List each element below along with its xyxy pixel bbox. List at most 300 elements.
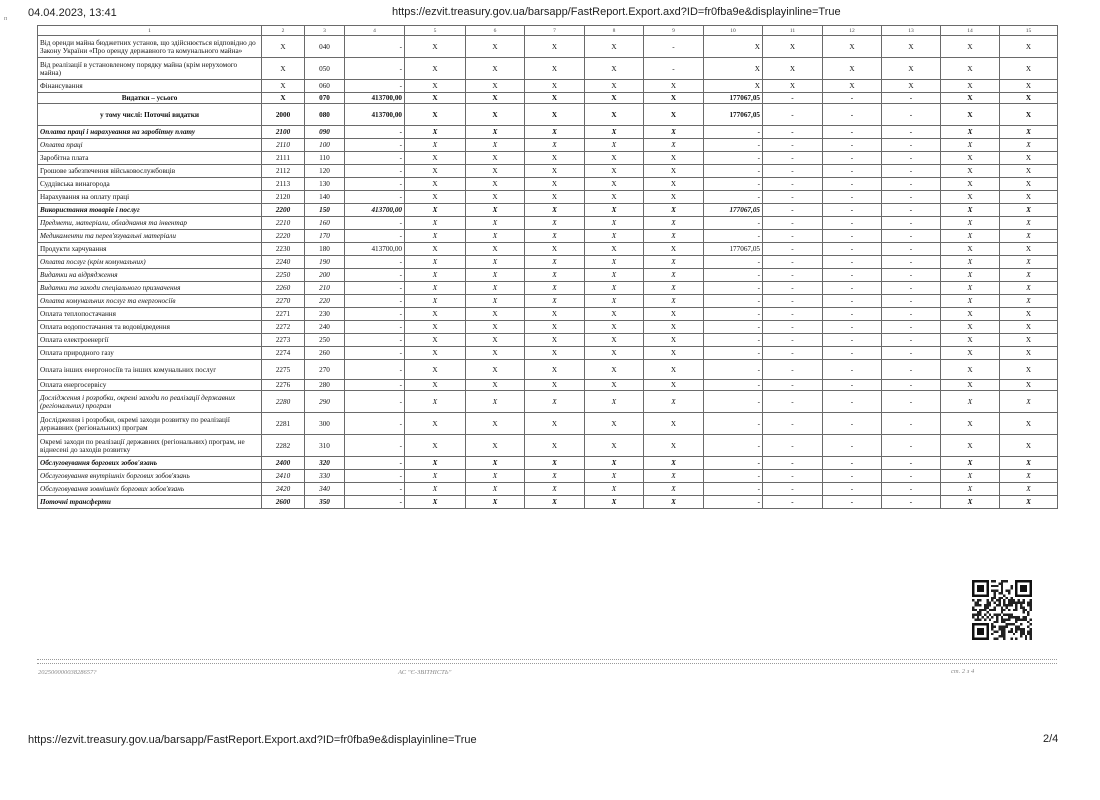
table-cell: - bbox=[763, 217, 823, 230]
table-cell: - bbox=[882, 457, 941, 470]
kekv-code: 2112 bbox=[262, 165, 305, 178]
table-cell: X bbox=[1000, 295, 1058, 308]
row-label: Використання товарів і послуг bbox=[38, 204, 262, 217]
table-row bbox=[38, 360, 1058, 380]
table-row bbox=[38, 483, 1058, 496]
table-cell: X bbox=[405, 104, 466, 126]
table-cell: X bbox=[704, 36, 763, 58]
table-cell: - bbox=[823, 496, 882, 509]
table-cell: - bbox=[704, 217, 763, 230]
table-cell: X bbox=[1000, 152, 1058, 165]
row-label: Обслуговування зовнішніх боргових зобов'язань bbox=[38, 483, 262, 496]
table-row bbox=[38, 80, 1058, 93]
table-cell: X bbox=[1000, 93, 1058, 104]
table-cell: - bbox=[823, 204, 882, 217]
table-cell: - bbox=[882, 152, 941, 165]
table-row bbox=[38, 126, 1058, 139]
table-cell: X bbox=[941, 165, 1000, 178]
table-cell: X bbox=[644, 126, 704, 139]
table-cell: X bbox=[525, 360, 585, 380]
table-cell: X bbox=[763, 80, 823, 93]
row-code: 050 bbox=[305, 58, 345, 80]
column-number: 12 bbox=[823, 26, 882, 36]
table-cell: X bbox=[585, 483, 644, 496]
table-cell: - bbox=[763, 391, 823, 413]
table-row bbox=[38, 204, 1058, 217]
table-row bbox=[38, 496, 1058, 509]
qr-code-icon bbox=[972, 580, 1032, 640]
table-cell: 413700,00 bbox=[345, 104, 405, 126]
table-cell: X bbox=[405, 308, 466, 321]
table-cell: - bbox=[704, 178, 763, 191]
kekv-code: X bbox=[262, 58, 305, 80]
row-label: у тому числі: Поточні видатки bbox=[38, 104, 262, 126]
table-cell: - bbox=[345, 413, 405, 435]
table-cell: - bbox=[882, 243, 941, 256]
table-cell: X bbox=[1000, 483, 1058, 496]
table-row bbox=[38, 217, 1058, 230]
table-cell: X bbox=[466, 295, 525, 308]
table-cell: - bbox=[823, 178, 882, 191]
table-cell: X bbox=[644, 230, 704, 243]
table-cell: X bbox=[405, 413, 466, 435]
table-row bbox=[38, 36, 1058, 58]
table-cell: X bbox=[525, 165, 585, 178]
table-cell: - bbox=[763, 178, 823, 191]
kekv-code: 2260 bbox=[262, 282, 305, 295]
table-cell: X bbox=[585, 321, 644, 334]
table-cell: X bbox=[1000, 321, 1058, 334]
table-cell: X bbox=[466, 178, 525, 191]
table-cell: - bbox=[882, 496, 941, 509]
table-cell: X bbox=[525, 178, 585, 191]
table-row bbox=[38, 230, 1058, 243]
table-cell: - bbox=[882, 308, 941, 321]
print-datetime: 04.04.2023, 13:41 bbox=[28, 7, 117, 19]
table-cell: X bbox=[525, 80, 585, 93]
table-cell: X bbox=[1000, 347, 1058, 360]
table-cell: - bbox=[763, 470, 823, 483]
table-cell: - bbox=[763, 380, 823, 391]
column-number: 15 bbox=[1000, 26, 1058, 36]
table-cell: - bbox=[763, 413, 823, 435]
row-code: 340 bbox=[305, 483, 345, 496]
table-cell: X bbox=[405, 191, 466, 204]
row-code: 080 bbox=[305, 104, 345, 126]
table-row bbox=[38, 391, 1058, 413]
row-code: 310 bbox=[305, 435, 345, 457]
table-cell: - bbox=[823, 347, 882, 360]
table-cell: X bbox=[525, 152, 585, 165]
kekv-code: 2120 bbox=[262, 191, 305, 204]
table-cell: - bbox=[763, 126, 823, 139]
table-cell: - bbox=[882, 347, 941, 360]
kekv-code: 2000 bbox=[262, 104, 305, 126]
table-cell: - bbox=[345, 435, 405, 457]
column-number: 13 bbox=[882, 26, 941, 36]
bottom-page-number: 2/4 bbox=[1043, 733, 1059, 745]
table-cell: - bbox=[763, 93, 823, 104]
table-cell: X bbox=[466, 347, 525, 360]
table-cell: X bbox=[644, 152, 704, 165]
row-label: Видатки на відрядження bbox=[38, 269, 262, 282]
table-cell: - bbox=[882, 321, 941, 334]
table-cell: X bbox=[466, 413, 525, 435]
table-cell: - bbox=[763, 483, 823, 496]
table-cell: - bbox=[763, 496, 823, 509]
table-cell: X bbox=[525, 321, 585, 334]
table-cell: - bbox=[763, 139, 823, 152]
table-cell: X bbox=[585, 80, 644, 93]
table-cell: - bbox=[882, 230, 941, 243]
table-cell: - bbox=[882, 204, 941, 217]
table-cell: - bbox=[882, 483, 941, 496]
table-cell: X bbox=[585, 178, 644, 191]
table-cell: X bbox=[941, 457, 1000, 470]
kekv-code: X bbox=[262, 36, 305, 58]
table-cell: - bbox=[882, 178, 941, 191]
row-label: Фінансування bbox=[38, 80, 262, 93]
table-cell: X bbox=[585, 269, 644, 282]
table-cell: X bbox=[585, 36, 644, 58]
table-cell: X bbox=[941, 230, 1000, 243]
table-cell: X bbox=[644, 204, 704, 217]
kekv-code: 2210 bbox=[262, 217, 305, 230]
table-cell: - bbox=[704, 269, 763, 282]
table-row bbox=[38, 104, 1058, 126]
table-cell: - bbox=[345, 165, 405, 178]
table-cell: X bbox=[405, 321, 466, 334]
table-cell: X bbox=[644, 178, 704, 191]
table-cell: X bbox=[1000, 36, 1058, 58]
kekv-code: 2274 bbox=[262, 347, 305, 360]
table-cell: X bbox=[525, 139, 585, 152]
table-row bbox=[38, 321, 1058, 334]
table-cell: X bbox=[466, 308, 525, 321]
table-cell: X bbox=[585, 230, 644, 243]
row-code: 300 bbox=[305, 413, 345, 435]
table-cell: X bbox=[525, 58, 585, 80]
table-cell: X bbox=[466, 139, 525, 152]
table-cell: - bbox=[704, 321, 763, 334]
table-cell: X bbox=[405, 126, 466, 139]
table-cell: X bbox=[644, 347, 704, 360]
row-code: 270 bbox=[305, 360, 345, 380]
table-row bbox=[38, 243, 1058, 256]
table-cell: - bbox=[704, 496, 763, 509]
row-code: 220 bbox=[305, 295, 345, 308]
table-cell: - bbox=[644, 58, 704, 80]
table-cell: - bbox=[763, 435, 823, 457]
table-cell: - bbox=[704, 230, 763, 243]
table-cell: X bbox=[466, 152, 525, 165]
table-cell: X bbox=[644, 321, 704, 334]
table-cell: - bbox=[345, 496, 405, 509]
table-cell: - bbox=[882, 165, 941, 178]
table-cell: X bbox=[405, 496, 466, 509]
table-cell: X bbox=[1000, 256, 1058, 269]
table-cell: - bbox=[345, 391, 405, 413]
row-label: Від реалізації в установленому порядку майна (крім нерухомого майна) bbox=[38, 58, 262, 80]
table-cell: X bbox=[405, 457, 466, 470]
table-cell: X bbox=[941, 347, 1000, 360]
kekv-code: 2230 bbox=[262, 243, 305, 256]
table-cell: - bbox=[823, 191, 882, 204]
table-cell: - bbox=[704, 470, 763, 483]
table-cell: X bbox=[1000, 139, 1058, 152]
table-row bbox=[38, 139, 1058, 152]
table-cell: X bbox=[941, 152, 1000, 165]
table-row bbox=[38, 256, 1058, 269]
table-cell: X bbox=[585, 496, 644, 509]
table-cell: X bbox=[405, 139, 466, 152]
kekv-code: 2100 bbox=[262, 126, 305, 139]
print-url: https://ezvit.treasury.gov.ua/barsapp/FastReport.Export.axd?ID=fr0fba9e&displayinline=True bbox=[392, 6, 841, 18]
table-cell: - bbox=[704, 413, 763, 435]
row-code: 120 bbox=[305, 165, 345, 178]
table-cell: X bbox=[585, 126, 644, 139]
table-row bbox=[38, 58, 1058, 80]
table-cell: X bbox=[525, 256, 585, 269]
table-cell: X bbox=[466, 457, 525, 470]
table-cell: X bbox=[941, 282, 1000, 295]
table-cell: - bbox=[763, 204, 823, 217]
table-cell: - bbox=[882, 191, 941, 204]
table-cell: X bbox=[941, 256, 1000, 269]
table-cell: - bbox=[823, 457, 882, 470]
row-code: 060 bbox=[305, 80, 345, 93]
table-cell: X bbox=[823, 58, 882, 80]
table-cell: X bbox=[466, 435, 525, 457]
table-cell: X bbox=[466, 496, 525, 509]
table-cell: X bbox=[941, 483, 1000, 496]
table-cell: - bbox=[704, 380, 763, 391]
table-cell: X bbox=[466, 483, 525, 496]
kekv-code: 2410 bbox=[262, 470, 305, 483]
table-cell: - bbox=[345, 139, 405, 152]
row-label: Продукти харчування bbox=[38, 243, 262, 256]
table-cell: X bbox=[763, 36, 823, 58]
table-cell: X bbox=[585, 347, 644, 360]
table-cell: 177067,05 bbox=[704, 243, 763, 256]
table-cell: X bbox=[466, 126, 525, 139]
table-cell: - bbox=[704, 256, 763, 269]
table-cell: X bbox=[941, 413, 1000, 435]
table-row bbox=[38, 295, 1058, 308]
table-cell: X bbox=[644, 295, 704, 308]
table-cell: X bbox=[1000, 217, 1058, 230]
row-code: 190 bbox=[305, 256, 345, 269]
kekv-code: 2113 bbox=[262, 178, 305, 191]
table-cell: - bbox=[704, 435, 763, 457]
table-row bbox=[38, 435, 1058, 457]
table-cell: - bbox=[763, 256, 823, 269]
kekv-code: X bbox=[262, 93, 305, 104]
table-cell: - bbox=[823, 413, 882, 435]
table-cell: X bbox=[585, 256, 644, 269]
table-cell: X bbox=[941, 93, 1000, 104]
table-cell: - bbox=[345, 457, 405, 470]
table-cell: X bbox=[525, 204, 585, 217]
kekv-code: 2110 bbox=[262, 139, 305, 152]
bottom-url: https://ezvit.treasury.gov.ua/barsapp/FastReport.Export.axd?ID=fr0fba9e&displayinline=True bbox=[28, 734, 477, 746]
row-label: Оплата праці і нарахування на заробітну плату bbox=[38, 126, 262, 139]
table-cell: X bbox=[466, 470, 525, 483]
table-cell: X bbox=[644, 360, 704, 380]
table-cell: X bbox=[941, 308, 1000, 321]
table-cell: X bbox=[525, 457, 585, 470]
table-cell: X bbox=[644, 165, 704, 178]
table-row bbox=[38, 152, 1058, 165]
table-cell: X bbox=[1000, 104, 1058, 126]
table-cell: - bbox=[823, 139, 882, 152]
table-cell: X bbox=[466, 165, 525, 178]
page-of: ст. 2 з 4 bbox=[951, 668, 975, 675]
table-cell: X bbox=[466, 36, 525, 58]
kekv-code: 2400 bbox=[262, 457, 305, 470]
table-cell: 413700,00 bbox=[345, 93, 405, 104]
table-cell: X bbox=[466, 334, 525, 347]
table-cell: X bbox=[405, 295, 466, 308]
table-cell: - bbox=[763, 360, 823, 380]
row-label: Оплата інших енергоносіїв та інших комунальних послуг bbox=[38, 360, 262, 380]
table-cell: X bbox=[405, 380, 466, 391]
table-cell: X bbox=[644, 391, 704, 413]
table-cell: X bbox=[823, 80, 882, 93]
table-cell: - bbox=[763, 457, 823, 470]
table-cell: X bbox=[1000, 126, 1058, 139]
table-cell: - bbox=[823, 104, 882, 126]
table-cell: X bbox=[644, 483, 704, 496]
table-cell: - bbox=[704, 126, 763, 139]
kekv-code: 2220 bbox=[262, 230, 305, 243]
table-cell: - bbox=[763, 282, 823, 295]
table-cell: X bbox=[466, 380, 525, 391]
table-cell: X bbox=[644, 93, 704, 104]
table-cell: X bbox=[585, 217, 644, 230]
row-label: Оплата енергосервісу bbox=[38, 380, 262, 391]
table-cell: - bbox=[763, 295, 823, 308]
table-row bbox=[38, 334, 1058, 347]
table-cell: X bbox=[525, 269, 585, 282]
table-cell: X bbox=[941, 191, 1000, 204]
table-cell: - bbox=[823, 230, 882, 243]
table-cell: 177067,05 bbox=[704, 204, 763, 217]
row-code: 160 bbox=[305, 217, 345, 230]
row-label: Видатки та заходи спеціального призначення bbox=[38, 282, 262, 295]
table-cell: X bbox=[466, 204, 525, 217]
table-cell: - bbox=[763, 104, 823, 126]
table-cell: X bbox=[585, 165, 644, 178]
table-cell: - bbox=[345, 282, 405, 295]
table-row bbox=[38, 178, 1058, 191]
table-cell: - bbox=[882, 295, 941, 308]
table-cell: X bbox=[405, 256, 466, 269]
table-cell: 413700,00 bbox=[345, 204, 405, 217]
table-cell: - bbox=[763, 308, 823, 321]
table-cell: - bbox=[882, 470, 941, 483]
row-code: 260 bbox=[305, 347, 345, 360]
row-code: 090 bbox=[305, 126, 345, 139]
table-row bbox=[38, 165, 1058, 178]
row-label: Заробітна плата bbox=[38, 152, 262, 165]
table-cell: X bbox=[1000, 230, 1058, 243]
row-label: Грошове забезпечення військовослужбовців bbox=[38, 165, 262, 178]
row-code: 170 bbox=[305, 230, 345, 243]
row-label: Оплата природного газу bbox=[38, 347, 262, 360]
table-cell: X bbox=[941, 126, 1000, 139]
table-cell: X bbox=[1000, 178, 1058, 191]
column-number: 10 bbox=[704, 26, 763, 36]
table-cell: X bbox=[585, 139, 644, 152]
table-cell: - bbox=[345, 217, 405, 230]
table-cell: X bbox=[525, 243, 585, 256]
table-cell: - bbox=[763, 191, 823, 204]
table-cell: - bbox=[345, 321, 405, 334]
row-code: 230 bbox=[305, 308, 345, 321]
report-table-body bbox=[38, 26, 1058, 509]
row-label: Предмети, матеріали, обладнання та інвентар bbox=[38, 217, 262, 230]
table-cell: - bbox=[882, 391, 941, 413]
table-cell: X bbox=[405, 58, 466, 80]
table-cell: - bbox=[823, 269, 882, 282]
footer-separator bbox=[37, 659, 1057, 664]
table-cell: X bbox=[644, 282, 704, 295]
table-cell: X bbox=[644, 380, 704, 391]
table-row bbox=[38, 93, 1058, 104]
table-cell: X bbox=[1000, 391, 1058, 413]
table-cell: - bbox=[345, 80, 405, 93]
kekv-code: 2281 bbox=[262, 413, 305, 435]
table-cell: X bbox=[525, 496, 585, 509]
table-cell: X bbox=[1000, 58, 1058, 80]
table-cell: - bbox=[345, 126, 405, 139]
table-cell: X bbox=[941, 217, 1000, 230]
row-label: Дослідження і розробки, окремі заходи розвитку по реалізації державних (регіональних) програм bbox=[38, 413, 262, 435]
row-code: 100 bbox=[305, 139, 345, 152]
row-code: 330 bbox=[305, 470, 345, 483]
table-cell: X bbox=[644, 191, 704, 204]
table-cell: - bbox=[882, 126, 941, 139]
table-cell: X bbox=[1000, 470, 1058, 483]
row-label: Від оренди майна бюджетних установ, що здійснюється відповідно до Закону України «Про оренду державного та комунального майна» bbox=[38, 36, 262, 58]
table-row bbox=[38, 282, 1058, 295]
table-cell: - bbox=[704, 165, 763, 178]
table-cell: X bbox=[466, 80, 525, 93]
kekv-code: 2111 bbox=[262, 152, 305, 165]
row-code: 110 bbox=[305, 152, 345, 165]
table-cell: - bbox=[823, 295, 882, 308]
table-cell: X bbox=[525, 191, 585, 204]
table-cell: - bbox=[345, 230, 405, 243]
table-cell: - bbox=[823, 435, 882, 457]
column-number: 4 bbox=[345, 26, 405, 36]
table-cell: X bbox=[644, 413, 704, 435]
table-cell: X bbox=[466, 230, 525, 243]
table-cell: X bbox=[405, 80, 466, 93]
column-number-row bbox=[38, 26, 1058, 36]
table-cell: X bbox=[525, 308, 585, 321]
table-cell: X bbox=[466, 243, 525, 256]
kekv-code: 2272 bbox=[262, 321, 305, 334]
table-cell: X bbox=[466, 282, 525, 295]
table-cell: - bbox=[345, 58, 405, 80]
table-row bbox=[38, 347, 1058, 360]
table-cell: 413700,00 bbox=[345, 243, 405, 256]
table-cell: X bbox=[585, 435, 644, 457]
table-cell: - bbox=[882, 256, 941, 269]
table-cell: - bbox=[882, 269, 941, 282]
